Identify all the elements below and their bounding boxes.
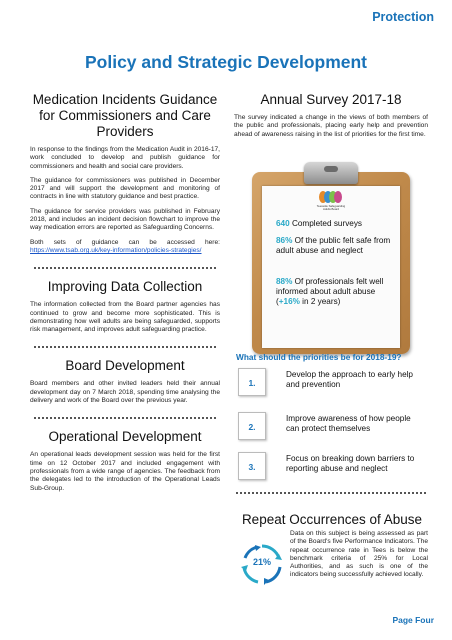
stat-completed-surveys: 640 Completed surveys [276, 219, 363, 228]
stat-professionals-informed: 88% Of professionals felt well informed about adult abuse (+16% in 2 years) [276, 277, 384, 306]
divider [34, 267, 216, 269]
policies-link[interactable]: https://www.tsab.org.uk/key-information/policies-strategies/ [30, 246, 202, 254]
priority-number: 2. [238, 412, 266, 440]
operational-development-heading: Operational Development [48, 429, 202, 445]
repeat-occurrences-heading: Repeat Occurrences of Abuse [241, 512, 423, 527]
stat-public-safe: 86% Of the public felt safe from adult abuse and neglect [276, 236, 391, 255]
priorities-question: What should the priorities be for 2018-19? [236, 352, 402, 362]
divider [34, 346, 216, 348]
medication-heading: Medication Incidents Guidance for Commissioners and Care Providers [32, 92, 218, 139]
data-collection-heading: Improving Data Collection [47, 279, 203, 295]
operational-development-paragraph: An operational leads development session was held for the first time on 12 October 2017 and included engagement with professionals from a wide range of agencies. The feedback from the delegates led to the introduction of the Operational Leads Sub-Group. [30, 451, 220, 492]
annual-survey-heading: Annual Survey 2017-18 [260, 92, 402, 107]
priority-text: Develop the approach to early help and prevention [286, 370, 413, 389]
board-development-heading: Board Development [65, 358, 185, 374]
survey-clipboard [252, 162, 410, 354]
priority-number: 3. [238, 452, 266, 480]
medication-paragraph-4 [30, 239, 220, 256]
repeat-rate-ring [240, 542, 284, 586]
medication-paragraph-2: The guidance for commissioners was published in December 2017 and will support the development and monitoring of contracts in line with statutory guidance and best practice. [30, 176, 220, 201]
clipboard-paper [262, 186, 400, 348]
priority-text: Improve awareness of how people can protect themselves [286, 414, 411, 433]
page-number: Page Four [392, 615, 434, 625]
annual-survey-paragraph: The survey indicated a change in the views of both members of the public and professionals, placing early help and prevention ahead of awareness raising in the list of priorities for the first time. [234, 114, 428, 138]
priority-item-2 [238, 412, 428, 442]
board-development-paragraph: Board members and other invited leaders held their annual development day on 7 March 2018, spending time analysing the delivery and work of the Board over the previous year. [30, 380, 220, 405]
guidance-access-text: Both sets of guidance can be accessed here: [30, 238, 220, 246]
right-column [234, 92, 428, 139]
priority-item-1 [238, 368, 428, 398]
page-title: Policy and Strategic Development [84, 52, 368, 72]
medication-paragraph-1: In response to the findings from the Medication Audit in 2016-17, work concluded to develop and publish guidance for commissioners and health and social care providers. [30, 146, 220, 170]
medication-paragraph-3: The guidance for service providers was published in February 2018, and includes an incident decision flowchart to improve the way medication errors are reported as Safeguarding Concerns. [30, 207, 220, 232]
priority-item-3 [238, 452, 428, 482]
data-collection-paragraph: The information collected from the Board partner agencies has continued to grow and become more sophisticated. This is demonstrating how well adults are being safeguarded, supports risk management, and improves adult safeguarding practice. [30, 301, 220, 334]
priority-number: 1. [238, 368, 266, 396]
left-column [30, 92, 220, 493]
tsab-logo: Teesside Safeguarding Adults Board [315, 191, 347, 211]
priority-text: Focus on breaking down barriers to reporting abuse and neglect [286, 454, 415, 473]
section-tag: Protection [372, 10, 434, 24]
repeat-occurrences-paragraph: Data on this subject is being assessed as part of the Board's five Performance Indicators. The repeat occurrence rate in Tees is below the benchmark criteria of 25% for Local Authorities, and as such is one of the indicators being successfully achieved locally. [290, 530, 428, 579]
repeat-rate-value: 21% [252, 557, 271, 567]
divider [34, 417, 216, 419]
divider [236, 492, 426, 494]
clipboard-clip-icon [304, 162, 358, 184]
